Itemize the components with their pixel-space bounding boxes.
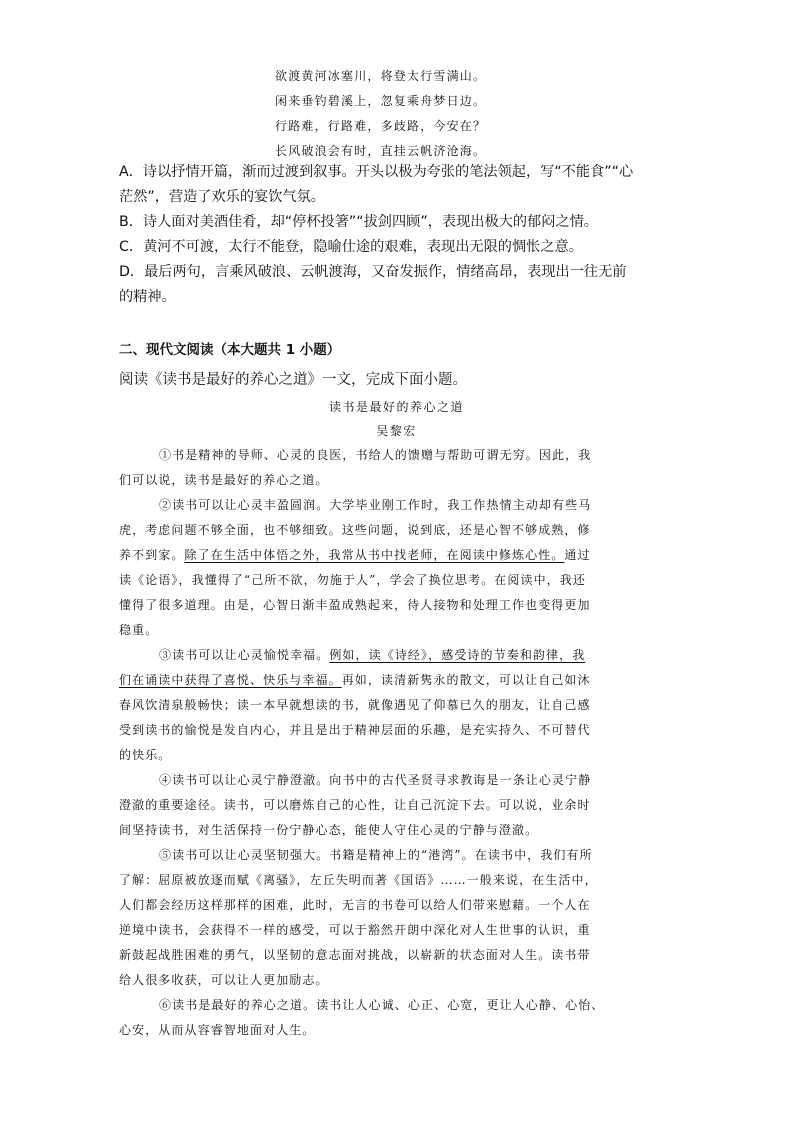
article-body [119, 443, 679, 1043]
paragraph-5-line: 了解：屈原被放逐而赋《离骚》，左丘失明而著《国语》……一般来说，在生活中， [119, 873, 598, 887]
paragraph-4-line: 间坚持读书，对生活保持一份宁静心态，能使人守住心灵的宁静与澄澈。 [119, 823, 539, 837]
paragraph-5-line: 逆境中读书，会获得不一样的感受，可以于豁然开朗中深化对人生世事的认识，重 [119, 923, 591, 937]
underlined-sentence: 除了在生活中体悟之外，我常从书中找老师，在阅读中修炼心性。 [184, 548, 565, 562]
reading-instruction: 阅读《读书是最好的养心之道》一文，完成下面小题。 [119, 372, 467, 388]
paragraph-4-line: ④读书可以让心灵宁静澄澈。向书中的古代圣贤寻求教诲是一条让心灵宁静 [159, 773, 592, 787]
poem-line: 行路难，行路难，多歧路，今安在？ [275, 119, 487, 133]
option-a-line: A．诗以抒情开篇，渐而过渡到叙事。开头以极为夸张的笔法领起，写“不能食”“心 [119, 164, 634, 180]
answer-options [119, 160, 679, 310]
option-b: B．诗人面对美酒佳肴，却“停杯投箸”“拔剑四顾”，表现出极大的郁闷之情。 [119, 214, 598, 230]
paragraph-6-line: 心安，从而从容睿智地面对人生。 [119, 1023, 316, 1037]
paragraph-3-line: 春风饮清泉般畅快；读一本早就想读的书，就像遇见了仰慕已久的朋友，让自己感 [119, 698, 591, 712]
paragraph-1-line: ①书是精神的导师、心灵的良医，书给人的馈赠与帮助可谓无穷。因此，我 [159, 448, 592, 462]
paragraph-1-line: 们可以说，读书是最好的养心之道。 [119, 473, 329, 487]
text-segment: 通过 [564, 548, 591, 562]
text-segment: ③读书可以让心灵愉悦幸福。 [159, 648, 330, 662]
poem-line: 长风破浪会有时，直挂云帆济沧海。 [275, 144, 487, 158]
paragraph-5-line: 新鼓起战胜困难的勇气，以坚韧的意志面对挑战，以崭新的状态面对人生。读书带 [119, 948, 591, 962]
paragraph-2-line: ②读书可以让心灵丰盈圆润。大学毕业刚工作时，我工作热情主动却有些马 [159, 498, 592, 512]
paragraph-2-line: 稳重。 [119, 623, 159, 637]
option-d-line: 的精神。 [119, 289, 176, 305]
option-d-line: D．最后两句，言乘风破浪、云帆渡海，又奋发振作，情绪高昂，表现出一往无前 [119, 264, 627, 280]
paragraph-3-line [119, 668, 679, 693]
option-a-line: 茫然”，营造了欢乐的宴饮气氛。 [119, 189, 325, 205]
poem-line: 欲渡黄河冰塞川，将登太行雪满山。 [275, 69, 487, 83]
paragraph-2-line: 懂得了很多道理。由是，心智日渐丰盈成熟起来，待人接物和处理工作也变得更加 [119, 598, 591, 612]
paragraph-3-line: 受到读书的愉悦是发自内心，并且是出于精神层面的乐趣，是充实持久、不可替代 [119, 723, 591, 737]
paragraph-5-line: 给人很多收获，可以让人更加励志。 [119, 973, 329, 987]
underlined-sentence: 例如，读《诗经》，感受诗的节奏和韵律，我 [329, 648, 586, 662]
paragraph-3-line: 的快乐。 [119, 748, 172, 762]
paragraph-2-line [119, 543, 679, 568]
text-segment: 养不到家。 [119, 548, 185, 562]
paragraph-3-line [119, 643, 679, 668]
paragraph-4-line: 澄澈的重要途径。读书，可以磨炼自己的心性，让自己沉淀下去。可以说，业余时 [119, 798, 591, 812]
paragraph-5-line: 人们都会经历这样那样的困难，此时，无言的书卷可以给人们带来慰藉。一个人在 [119, 898, 591, 912]
underlined-sentence: 们在诵读中获得了喜悦、快乐与幸福。 [119, 673, 342, 687]
paragraph-2-line: 读《论语》，我懂得了“己所不欲，勿施于人”，学会了换位思考。在阅读中，我还 [119, 573, 586, 587]
article-title: 读书是最好的养心之道 [328, 400, 464, 414]
paragraph-2-line: 虎，考虑问题不够全面，也不够细致。这些问题，说到底，还是心智不够成熟，修 [119, 523, 591, 537]
poem-excerpt [275, 64, 575, 164]
option-c: C．黄河不可渡，太行不能登，隐喻仕途的艰难，表现出无限的惆怅之意。 [119, 239, 583, 255]
paragraph-6-line: ⑥读书是最好的养心之道。读书让人心诚、心正、心宽，更让人心静、心怡、 [159, 998, 605, 1012]
paragraph-5-line: ⑤读书可以让心灵坚韧强大。书籍是精神上的“港湾”。在读书中，我们有所 [159, 848, 593, 862]
text-segment: 再如，读清新隽永的散文，可以让自己如沐 [341, 673, 591, 687]
poem-line: 闲来垂钓碧溪上，忽复乘舟梦日边。 [275, 94, 487, 108]
article-author: 吴黎宏 [376, 424, 417, 438]
section-heading: 二、现代文阅读（本大题共 1 小题） [119, 342, 341, 358]
